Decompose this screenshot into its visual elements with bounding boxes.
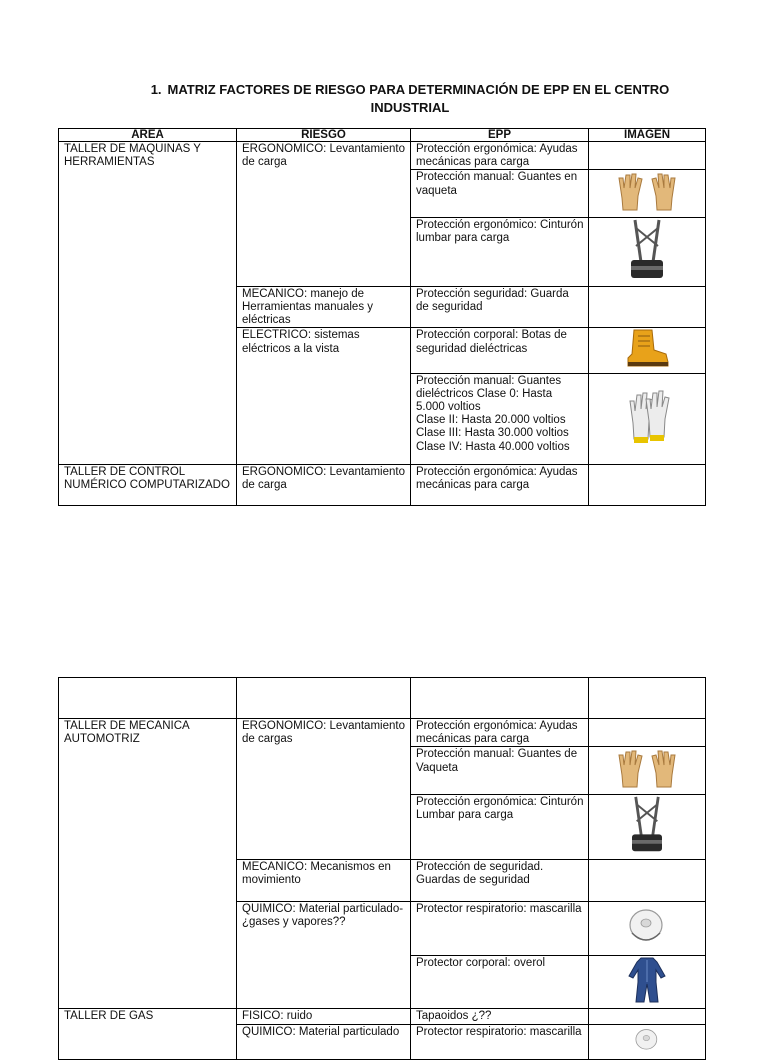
table-row bbox=[59, 142, 706, 170]
safety-boot-icon bbox=[624, 328, 670, 368]
image-cell bbox=[589, 1009, 706, 1025]
epp-cell: Protector corporal: overol bbox=[411, 955, 589, 1008]
epp-line: Clase IV: Hasta 40.000 voltios bbox=[416, 440, 570, 453]
epp-cell: Protección ergonómica: Ayudas mecánicas para carga bbox=[411, 719, 589, 747]
riesgo-cell: ERGONOMICO: Levantamiento de cargas bbox=[237, 719, 411, 860]
epp-cell: Protección seguridad: Guarda de seguridad bbox=[411, 286, 589, 328]
image-cell bbox=[589, 794, 706, 859]
title-number: 1. bbox=[150, 82, 162, 97]
riesgo-cell: ELECTRICO: sistemas eléctricos a la vista bbox=[237, 328, 411, 464]
document-title bbox=[110, 81, 710, 117]
epp-cell: Tapaoidos ¿?? bbox=[411, 1009, 589, 1025]
dust-mask-icon bbox=[627, 1025, 667, 1055]
table-header-row bbox=[59, 129, 706, 142]
epp-cell: Protección ergonómico: Cinturón lumbar para carga bbox=[411, 217, 589, 286]
image-cell bbox=[589, 328, 706, 373]
header-epp: EPP bbox=[411, 129, 589, 142]
image-cell bbox=[589, 142, 706, 170]
image-cell bbox=[589, 901, 706, 955]
lumbar-belt-icon bbox=[627, 795, 667, 855]
image-cell bbox=[589, 955, 706, 1008]
area-cell: TALLER DE MECANICA AUTOMOTRIZ bbox=[59, 719, 237, 1009]
image-cell bbox=[589, 286, 706, 328]
risk-matrix-table-1 bbox=[58, 128, 706, 506]
table-row bbox=[59, 719, 706, 747]
leather-gloves-icon bbox=[615, 747, 679, 789]
riesgo-cell: QUIMICO: Material particulado bbox=[237, 1025, 411, 1060]
epp-cell bbox=[411, 373, 589, 464]
riesgo-cell: QUIMICO: Material particulado- ¿gases y vapores?? bbox=[237, 901, 411, 1008]
riesgo-cell: MECANICO: Mecanismos en movimiento bbox=[237, 859, 411, 901]
area-cell: TALLER DE MAQUINAS Y HERRAMIENTAS bbox=[59, 142, 237, 465]
epp-cell: Protector respiratorio: mascarilla bbox=[411, 1025, 589, 1060]
dielectric-gloves-icon bbox=[624, 387, 670, 447]
epp-cell: Protección corporal: Botas de seguridad dieléctricas bbox=[411, 328, 589, 373]
epp-line: Clase II: Hasta 20.000 voltios bbox=[416, 414, 566, 427]
epp-cell: Protección ergonómica: Ayudas mecánicas para carga bbox=[411, 142, 589, 170]
epp-cell: Protección manual: Guantes en vaqueta bbox=[411, 170, 589, 217]
table-row bbox=[59, 464, 706, 505]
empty-header-row bbox=[59, 678, 706, 719]
epp-cell: Protección ergonómica: Ayudas mecánicas para carga bbox=[411, 464, 589, 505]
image-cell bbox=[589, 747, 706, 794]
epp-cell: Protección manual: Guantes de Vaqueta bbox=[411, 747, 589, 794]
dust-mask-icon bbox=[624, 903, 670, 949]
riesgo-cell: MECANICO: manejo de Herramientas manuales y eléctricas bbox=[237, 286, 411, 328]
header-riesgo: RIESGO bbox=[237, 129, 411, 142]
image-cell bbox=[589, 170, 706, 217]
epp-cell: Protector respiratorio: mascarilla bbox=[411, 901, 589, 955]
epp-line: Clase III: Hasta 30.000 voltios bbox=[416, 427, 569, 440]
epp-cell: Protección ergonómica: Cinturón Lumbar para carga bbox=[411, 794, 589, 859]
riesgo-cell: FISICO: ruido bbox=[237, 1009, 411, 1025]
leather-gloves-icon bbox=[615, 170, 679, 212]
area-cell: TALLER DE CONTROL NUMÉRICO COMPUTARIZADO bbox=[59, 464, 237, 505]
header-area: AREA bbox=[59, 129, 237, 142]
riesgo-cell: ERGONOMICO: Levantamiento de carga bbox=[237, 142, 411, 287]
lumbar-belt-icon bbox=[627, 218, 667, 282]
image-cell bbox=[589, 859, 706, 901]
image-cell bbox=[589, 217, 706, 286]
risk-matrix-table-2 bbox=[58, 677, 706, 1060]
header-imagen: IMAGEN bbox=[589, 129, 706, 142]
epp-line: Protección manual: Guantes dieléctricos Clase 0: Hasta 5.000 voltios bbox=[416, 374, 562, 414]
coverall-icon bbox=[627, 956, 667, 1004]
image-cell bbox=[589, 464, 706, 505]
riesgo-cell: ERGONOMICO: Levantamiento de carga bbox=[237, 464, 411, 505]
image-cell bbox=[589, 373, 706, 464]
image-cell bbox=[589, 719, 706, 747]
epp-cell: Protección de seguridad. Guardas de seguridad bbox=[411, 859, 589, 901]
image-cell bbox=[589, 1025, 706, 1060]
title-text: MATRIZ FACTORES DE RIESGO PARA DETERMINACIÓN DE EPP EN EL CENTRO INDUSTRIAL bbox=[167, 82, 670, 115]
area-cell: TALLER DE GAS bbox=[59, 1009, 237, 1060]
table-row bbox=[59, 1009, 706, 1025]
